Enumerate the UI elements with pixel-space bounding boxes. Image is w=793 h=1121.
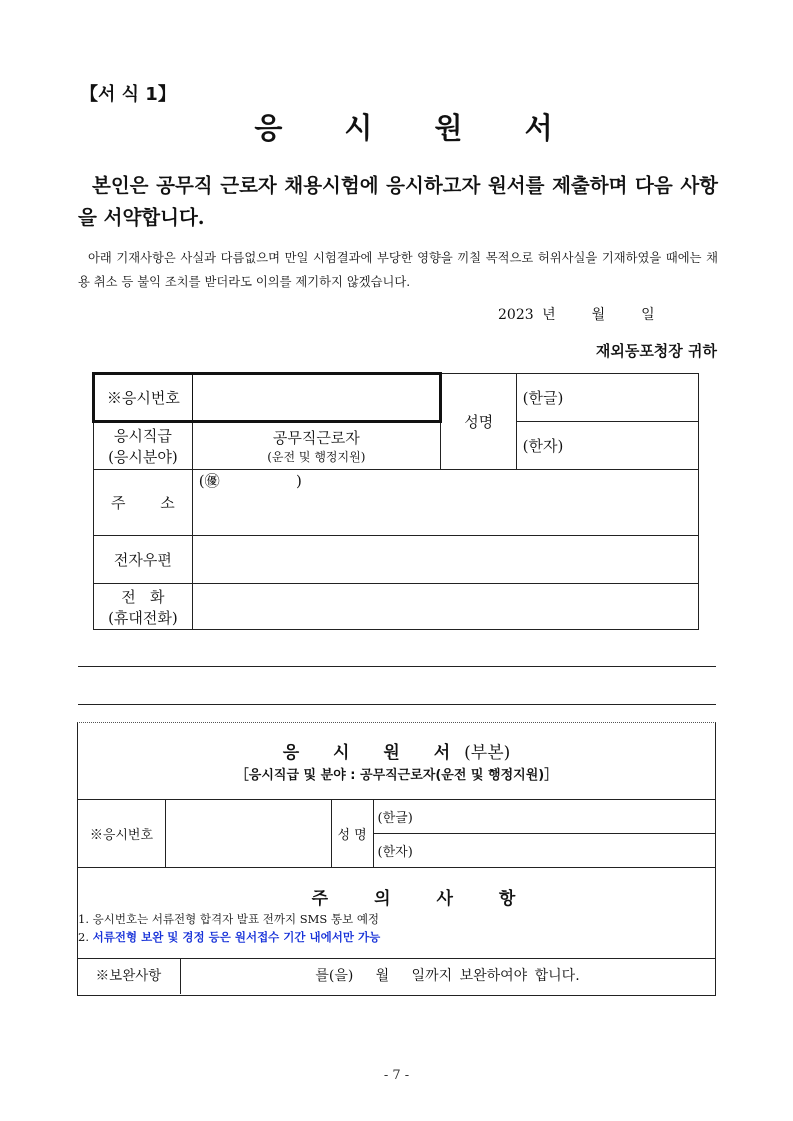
form-label: 【서 식 1】 bbox=[80, 84, 176, 105]
date-day: 일 bbox=[641, 307, 655, 323]
application-table bbox=[92, 372, 699, 630]
notice-paragraph: 아래 기재사항은 사실과 다름없으며 만일 시험결과에 부당한 영향을 끼칠 목적으로 허위사실을 기재하였을 때에는 채용 취소 등 불익 조치를 받더라도 이의를 제기하지 않겠습니다. bbox=[78, 251, 718, 289]
copy-name-korean-field[interactable]: (한글) bbox=[373, 800, 715, 834]
phone-label-line1: 전 화 bbox=[121, 587, 165, 606]
copy-exam-number-field[interactable] bbox=[165, 800, 331, 868]
name-korean-field[interactable]: (한글) bbox=[516, 374, 698, 422]
page-title: 응 시 원 서 bbox=[254, 111, 579, 145]
email-label: 전자우편 bbox=[94, 536, 193, 584]
copy-name-label: 성 명 bbox=[331, 800, 373, 868]
position-label-line1: 응시직급 bbox=[113, 427, 172, 445]
copy-name-hanja-field[interactable]: (한자) bbox=[373, 834, 715, 868]
email-field[interactable] bbox=[192, 536, 698, 584]
caution-list bbox=[78, 910, 380, 946]
caution-item-2-text: 서류전형 보완 및 경정 등은 원서접수 기간 내에서만 가능 bbox=[92, 930, 381, 944]
position-label-line2: (응시분야) bbox=[108, 448, 178, 466]
date-year: 2023 년 bbox=[498, 307, 556, 323]
position-detail: (운전 및 행정지원) bbox=[267, 450, 366, 464]
cut-line-bottom bbox=[78, 704, 716, 705]
date-month: 월 bbox=[591, 307, 606, 323]
phone-field[interactable] bbox=[192, 584, 698, 630]
supplement-label: ※보완사항 bbox=[77, 958, 181, 994]
caution-title: 주의사항 bbox=[311, 889, 562, 909]
phone-label-line2: (휴대전화) bbox=[108, 608, 178, 627]
cut-line-top bbox=[78, 666, 716, 667]
position-label bbox=[94, 422, 193, 470]
address-field[interactable] bbox=[192, 470, 698, 536]
copy-exam-number-label: ※응시번호 bbox=[78, 800, 166, 868]
address-label: 주 소 bbox=[94, 470, 193, 536]
position-value-text: 공무직근로자 bbox=[272, 429, 360, 447]
copy-title bbox=[77, 738, 716, 763]
page-number: - 7 - bbox=[383, 1068, 410, 1083]
name-label: 성명 bbox=[440, 374, 516, 470]
copy-subtitle: ［응시직급 및 분야 : 공무직근로자(운전 및 행정지원)］ bbox=[235, 768, 558, 783]
exam-number-label: ※응시번호 bbox=[94, 374, 193, 422]
position-value bbox=[192, 422, 440, 470]
date-line bbox=[498, 304, 655, 324]
caution-item-1: 1. 응시번호는 서류전형 합격자 발표 전까지 SMS 통보 예정 bbox=[78, 912, 380, 926]
copy-table bbox=[77, 799, 716, 868]
phone-label bbox=[94, 584, 193, 630]
copy-title-suffix: (부본) bbox=[464, 743, 511, 763]
supplement-text: 를(을) 월 일까지 보완하여야 합니다. bbox=[315, 968, 580, 984]
copy-title-main: 응 시 원 서 bbox=[282, 743, 465, 763]
name-hanja-field[interactable]: (한자) bbox=[516, 422, 698, 470]
exam-number-field[interactable] bbox=[192, 374, 440, 422]
addressee: 재외동포청장 귀하 bbox=[595, 342, 717, 360]
caution-item-2 bbox=[78, 928, 380, 946]
postal-code-mark: (㊝ ) bbox=[198, 472, 302, 490]
pledge-statement: 본인은 공무직 근로자 채용시험에 응시하고자 원서를 제출하며 다음 사항을 서약합니다. bbox=[78, 174, 718, 229]
caution-item-2-number: 2. bbox=[78, 930, 93, 944]
